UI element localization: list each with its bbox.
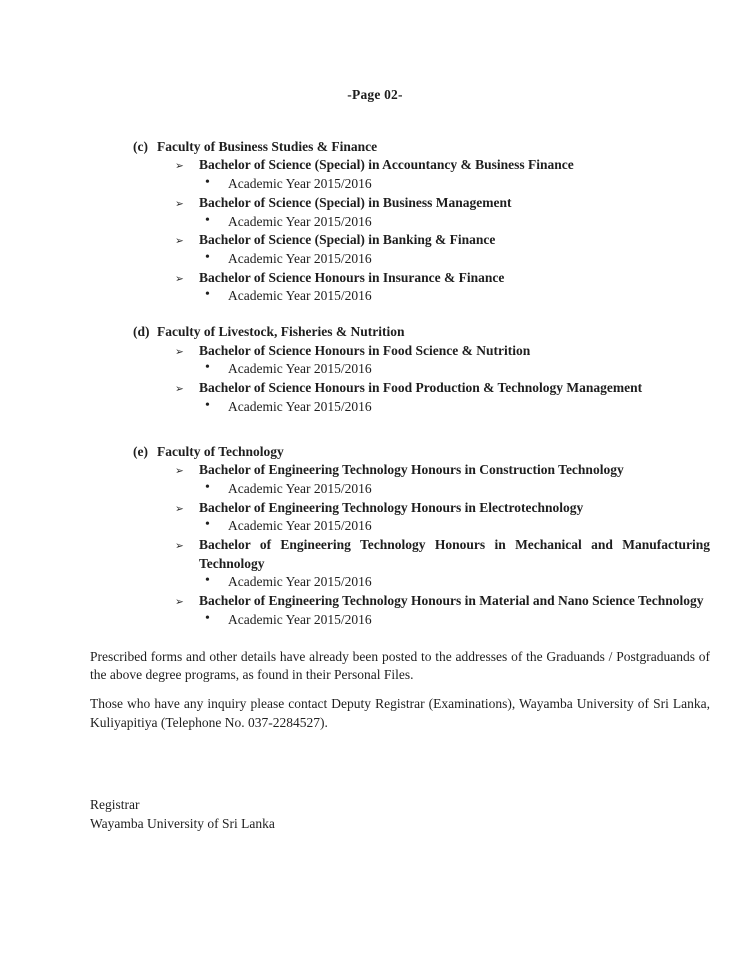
- academic-year-row: [0, 573, 750, 592]
- program-item: [0, 231, 750, 268]
- program-item: [0, 156, 750, 193]
- paragraph-inquiry-contact: Those who have any inquiry please contact Deputy Registrar (Examinations), Wayamba University of Sri Lanka, Kuliyapitiya (Telephone No. 037-2284527).: [90, 695, 710, 730]
- program-name: Bachelor of Engineering Technology Honours in Material and Nano Science Technology: [199, 593, 704, 609]
- program-list: [0, 461, 750, 629]
- program-name: Bachelor of Engineering Technology Honours in Electrotechnology: [199, 499, 584, 515]
- arrow-bullet-icon: ➢: [175, 540, 184, 553]
- program-name: Bachelor of Science (Special) in Accountancy & Business Finance: [199, 157, 574, 173]
- academic-year: Academic Year 2015/2016: [228, 361, 372, 377]
- program-item: [0, 536, 750, 592]
- academic-year-row: [0, 287, 750, 306]
- academic-year: Academic Year 2015/2016: [228, 611, 372, 627]
- program-name: Bachelor of Science (Special) in Banking & Finance: [199, 232, 496, 248]
- dot-bullet-icon: •: [205, 573, 210, 589]
- program-item: [0, 461, 750, 498]
- program-row: [0, 194, 750, 213]
- academic-year: Academic Year 2015/2016: [228, 176, 372, 192]
- academic-year-row: [0, 611, 750, 630]
- faculty-list: [0, 138, 750, 630]
- program-name: Bachelor of Science (Special) in Business Management: [199, 194, 512, 210]
- program-row: [0, 499, 750, 518]
- faculty-title: Faculty of Livestock, Fisheries & Nutrition: [157, 324, 405, 340]
- arrow-bullet-icon: ➢: [175, 465, 184, 478]
- body-paragraphs: [90, 648, 710, 733]
- academic-year: Academic Year 2015/2016: [228, 250, 372, 266]
- dot-bullet-icon: •: [205, 610, 210, 626]
- arrow-bullet-icon: ➢: [175, 383, 184, 396]
- program-row: [0, 461, 750, 480]
- academic-year-row: [0, 250, 750, 269]
- program-row: [0, 231, 750, 250]
- arrow-bullet-icon: ➢: [175, 596, 184, 609]
- dot-bullet-icon: •: [205, 287, 210, 303]
- academic-year-row: [0, 213, 750, 232]
- paragraph-posted-notice: Prescribed forms and other details have already been posted to the addresses of the Graduands / Postgraduands of the above degree programs, as found in their Personal Files.: [90, 648, 710, 683]
- program-list: [0, 156, 750, 306]
- dot-bullet-icon: •: [205, 397, 210, 413]
- program-name: Bachelor of Science Honours in Food Science & Nutrition: [199, 342, 531, 358]
- program-item: [0, 269, 750, 306]
- faculty-heading: [0, 443, 750, 462]
- academic-year: Academic Year 2015/2016: [228, 574, 372, 590]
- program-list: [0, 342, 750, 417]
- dot-bullet-icon: •: [205, 360, 210, 376]
- program-item: [0, 379, 750, 416]
- dot-bullet-icon: •: [205, 249, 210, 265]
- faculty-section: [0, 443, 750, 630]
- program-name: Bachelor of Engineering Technology Honours in Mechanical and Manufacturing Technology: [199, 537, 710, 571]
- page-number-header: -Page 02-: [347, 87, 403, 102]
- program-name: Bachelor of Engineering Technology Honours in Construction Technology: [199, 462, 624, 478]
- arrow-bullet-icon: ➢: [175, 502, 184, 515]
- academic-year: Academic Year 2015/2016: [228, 518, 372, 534]
- faculty-title: Faculty of Technology: [157, 443, 284, 459]
- program-row: [0, 269, 750, 288]
- program-item: [0, 499, 750, 536]
- arrow-bullet-icon: ➢: [175, 197, 184, 210]
- academic-year-row: [0, 175, 750, 194]
- arrow-bullet-icon: ➢: [175, 235, 184, 248]
- dot-bullet-icon: •: [205, 175, 210, 191]
- faculty-label: (e): [133, 443, 148, 459]
- program-row: [0, 536, 750, 573]
- dot-bullet-icon: •: [205, 517, 210, 533]
- program-name: Bachelor of Science Honours in Insurance & Finance: [199, 269, 505, 285]
- program-row: [0, 156, 750, 175]
- faculty-label: (d): [133, 324, 150, 340]
- arrow-bullet-icon: ➢: [175, 272, 184, 285]
- signature-title: Registrar: [90, 797, 140, 813]
- program-item: [0, 592, 750, 629]
- academic-year-row: [0, 360, 750, 379]
- dot-bullet-icon: •: [205, 479, 210, 495]
- faculty-section: [0, 323, 750, 417]
- faculty-section: [0, 138, 750, 306]
- arrow-bullet-icon: ➢: [175, 160, 184, 173]
- academic-year: Academic Year 2015/2016: [228, 480, 372, 496]
- faculty-heading: [0, 323, 750, 342]
- academic-year-row: [0, 480, 750, 499]
- academic-year: Academic Year 2015/2016: [228, 398, 372, 414]
- academic-year-row: [0, 398, 750, 417]
- program-item: [0, 194, 750, 231]
- dot-bullet-icon: •: [205, 212, 210, 228]
- signature-university: Wayamba University of Sri Lanka: [90, 816, 275, 832]
- faculty-heading: [0, 138, 750, 157]
- academic-year-row: [0, 517, 750, 536]
- academic-year: Academic Year 2015/2016: [228, 288, 372, 304]
- arrow-bullet-icon: ➢: [175, 345, 184, 358]
- faculty-label: (c): [133, 138, 148, 154]
- program-row: [0, 379, 750, 398]
- program-item: [0, 342, 750, 379]
- academic-year: Academic Year 2015/2016: [228, 213, 372, 229]
- program-row: [0, 342, 750, 361]
- signature-block: [90, 796, 750, 833]
- program-name: Bachelor of Science Honours in Food Production & Technology Management: [199, 380, 643, 396]
- program-row: [0, 592, 750, 611]
- faculty-title: Faculty of Business Studies & Finance: [157, 138, 378, 154]
